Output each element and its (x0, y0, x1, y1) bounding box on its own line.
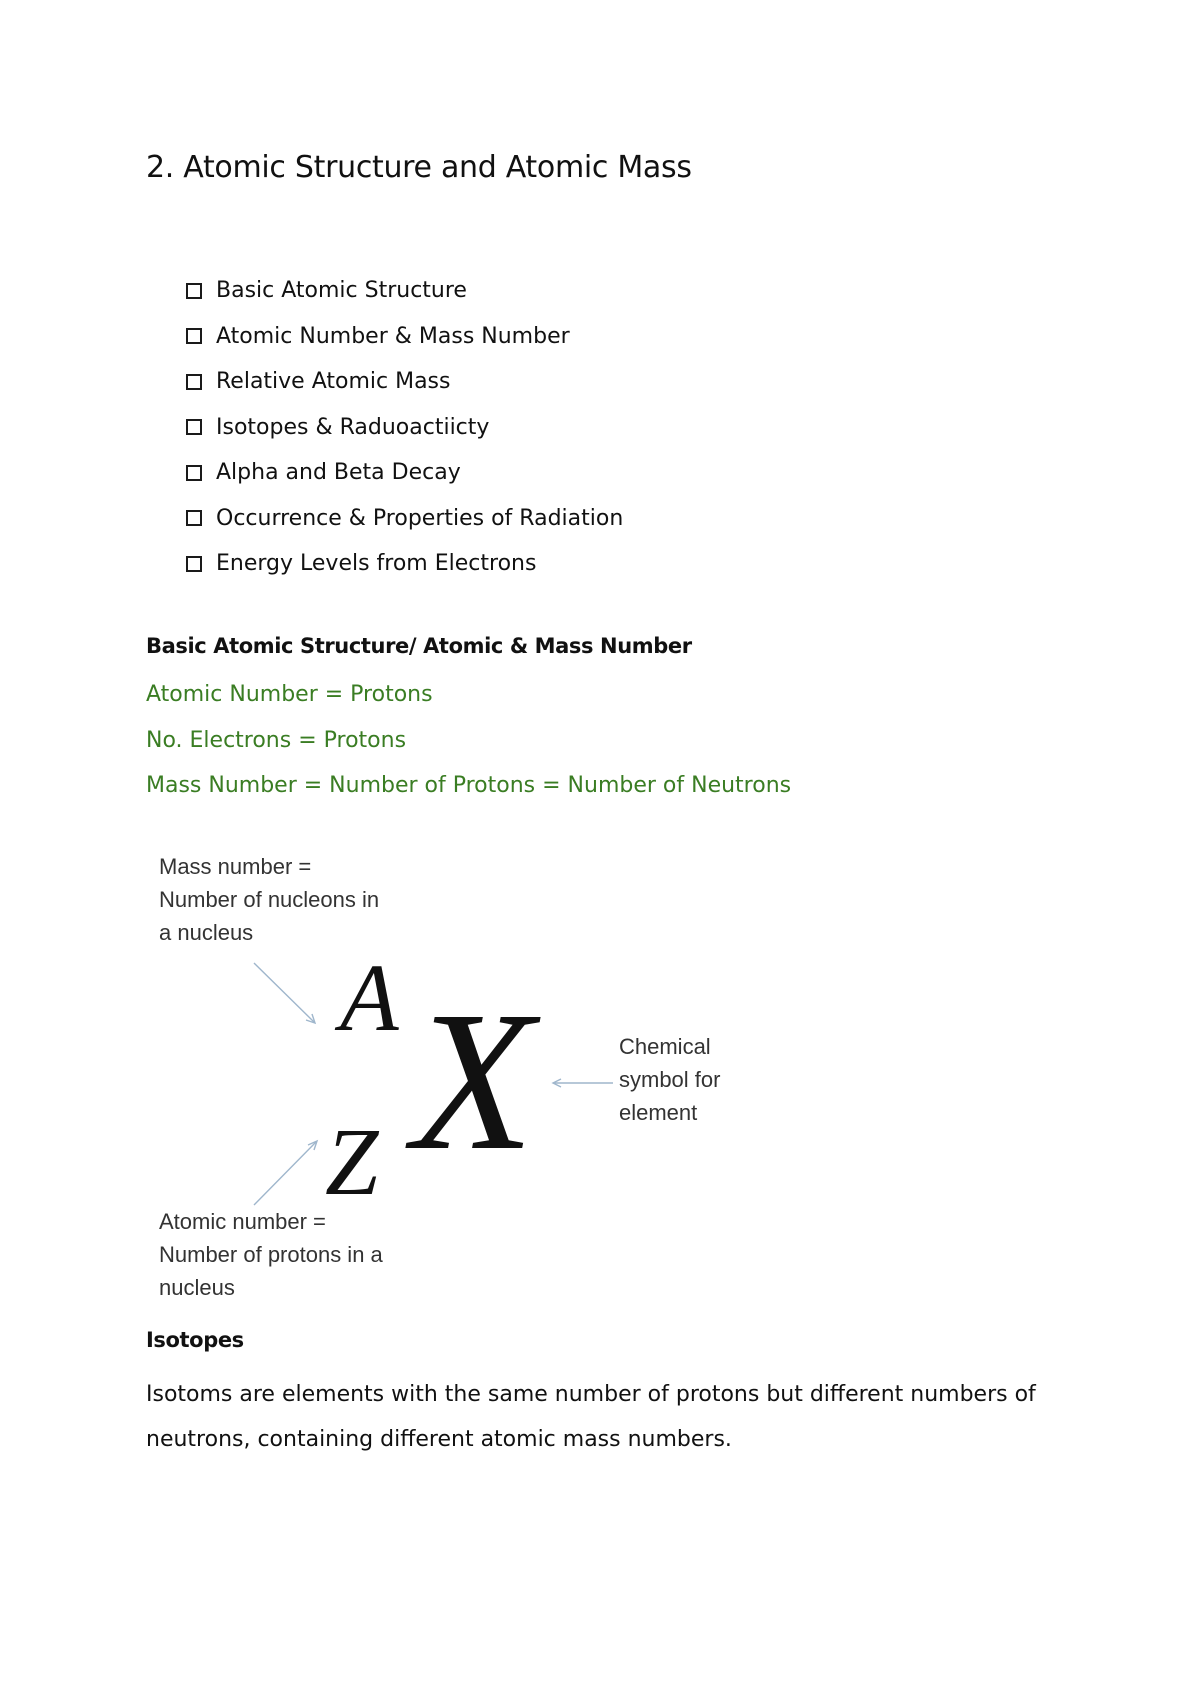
checklist-item (186, 268, 623, 314)
symbol-label-line: element (619, 1100, 698, 1125)
page-title: 2. Atomic Structure and Atomic Mass (146, 150, 692, 185)
checklist-item-label: Alpha and Beta Decay (216, 460, 461, 486)
checklist-item (186, 359, 623, 405)
mass-arrow-line (254, 963, 314, 1022)
definition-line: Mass Number = Number of Protons = Number of Neutrons (146, 773, 792, 798)
mass-label-line: Mass number = (159, 854, 312, 879)
nuclide-notation-diagram (140, 850, 760, 1310)
section-heading-atomic-structure: Basic Atomic Structure/ Atomic & Mass Number (146, 634, 692, 658)
mass-label-line: Number of nucleons in (159, 887, 380, 912)
checklist-item-label: Energy Levels from Electrons (216, 551, 537, 577)
checkbox-icon[interactable] (186, 374, 202, 390)
checklist-item (186, 314, 623, 360)
atomic-label-line: Number of protons in a (159, 1242, 383, 1267)
atomic-label-line: Atomic number = (159, 1209, 326, 1234)
checklist-item (186, 450, 623, 496)
definition-line: No. Electrons = Protons (146, 727, 407, 753)
checklist-item (186, 496, 623, 542)
atomic-number-symbol: Z (325, 1108, 379, 1215)
checklist-item-label: Basic Atomic Structure (216, 278, 467, 304)
isotopes-paragraph: Isotoms are elements with the same number of protons but different numbers of neutrons, containing different atomic mass numbers. (146, 1382, 1036, 1452)
topic-checklist (186, 268, 623, 587)
checkbox-icon[interactable] (186, 465, 202, 481)
atomic-arrow-line (254, 1142, 316, 1205)
checkbox-icon[interactable] (186, 556, 202, 572)
checklist-item-label: Occurrence & Properties of Radiation (216, 505, 624, 531)
element-symbol: X (412, 971, 535, 1192)
symbol-label-line: Chemical (619, 1034, 711, 1059)
section-heading-isotopes: Isotopes (146, 1328, 244, 1352)
checklist-item (186, 541, 623, 587)
mass-number-symbol: A (340, 944, 399, 1051)
checklist-item-label: Atomic Number & Mass Number (216, 323, 570, 349)
checkbox-icon[interactable] (186, 283, 202, 299)
checklist-item (186, 405, 623, 451)
checkbox-icon[interactable] (186, 328, 202, 344)
checklist-item-label: Relative Atomic Mass (216, 369, 451, 395)
checkbox-icon[interactable] (186, 510, 202, 526)
checkbox-icon[interactable] (186, 419, 202, 435)
checklist-item-label: Isotopes & Raduoactiicty (216, 414, 490, 440)
atomic-label-line: nucleus (159, 1275, 235, 1300)
symbol-label-line: symbol for (619, 1067, 721, 1092)
definitions-list (146, 672, 791, 809)
definition-line: Atomic Number = Protons (146, 682, 433, 707)
mass-label-line: a nucleus (159, 920, 254, 945)
